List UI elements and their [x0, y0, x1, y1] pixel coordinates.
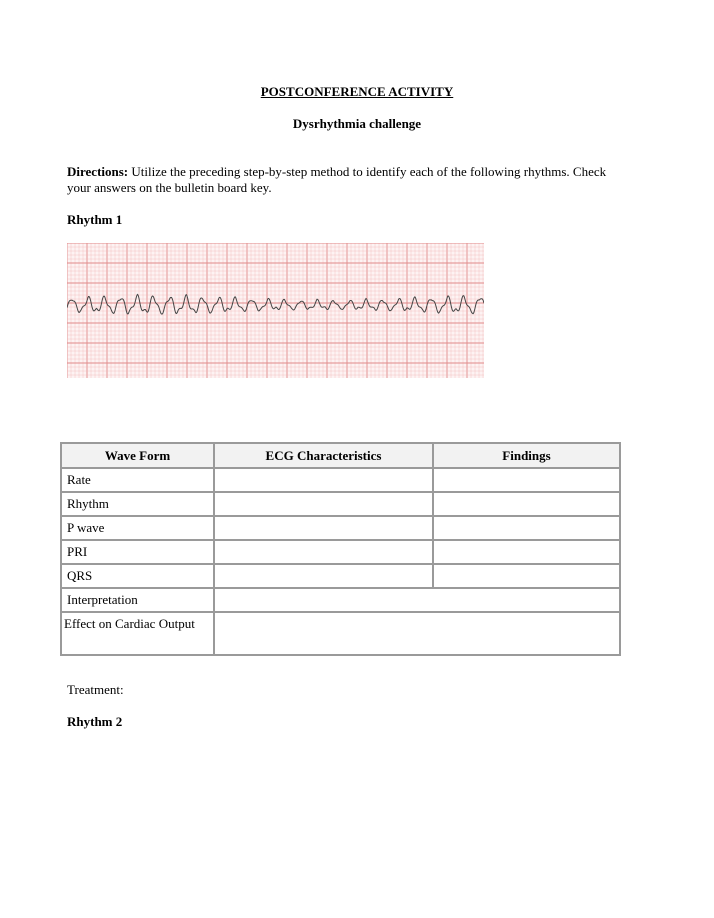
pri-findings-cell[interactable] [433, 540, 620, 564]
row-label-interpretation: Interpretation [61, 588, 214, 612]
row-label-pri: PRI [61, 540, 214, 564]
row-label-qrs: QRS [61, 564, 214, 588]
rate-findings-cell[interactable] [433, 468, 620, 492]
column-header-findings: Findings [433, 443, 620, 468]
ecg-analysis-table [60, 442, 621, 656]
ecg-strip-rhythm-1 [67, 243, 484, 378]
column-header-wave-form: Wave Form [61, 443, 214, 468]
rhythm-characteristics-cell[interactable] [214, 492, 433, 516]
treatment-label: Treatment: [67, 682, 124, 697]
rate-characteristics-cell[interactable] [214, 468, 433, 492]
table-row [61, 612, 620, 655]
row-label-rhythm: Rhythm [61, 492, 214, 516]
page-subtitle: Dysrhythmia challenge [292, 116, 422, 131]
rhythm-2-heading: Rhythm 2 [67, 714, 123, 729]
row-label-effect-on-cardiac-output: Effect on Cardiac Output [61, 612, 214, 655]
interpretation-cell[interactable] [214, 588, 620, 612]
qrs-findings-cell[interactable] [433, 564, 620, 588]
row-label-rate: Rate [61, 468, 214, 492]
cardiac-output-cell[interactable] [214, 612, 620, 655]
table-row [61, 588, 620, 612]
directions [67, 164, 627, 196]
column-header-ecg-characteristics: ECG Characteristics [214, 443, 433, 468]
table-row [61, 468, 620, 492]
table-row [61, 540, 620, 564]
p-wave-characteristics-cell[interactable] [214, 516, 433, 540]
table-row [61, 564, 620, 588]
table-row [61, 492, 620, 516]
table-row [61, 516, 620, 540]
row-label-p-wave: P wave [61, 516, 214, 540]
page-title: POSTCONFERENCE ACTIVITY [260, 84, 454, 99]
qrs-characteristics-cell[interactable] [214, 564, 433, 588]
rhythm-1-heading: Rhythm 1 [67, 212, 123, 227]
pri-characteristics-cell[interactable] [214, 540, 433, 564]
directions-label: Directions: [67, 164, 129, 179]
directions-text: Utilize the preceding step-by-step method to identify each of the following rhythms. Check your answers on the bulletin board key. [67, 164, 607, 195]
rhythm-findings-cell[interactable] [433, 492, 620, 516]
p-wave-findings-cell[interactable] [433, 516, 620, 540]
table-header-row [61, 443, 620, 468]
